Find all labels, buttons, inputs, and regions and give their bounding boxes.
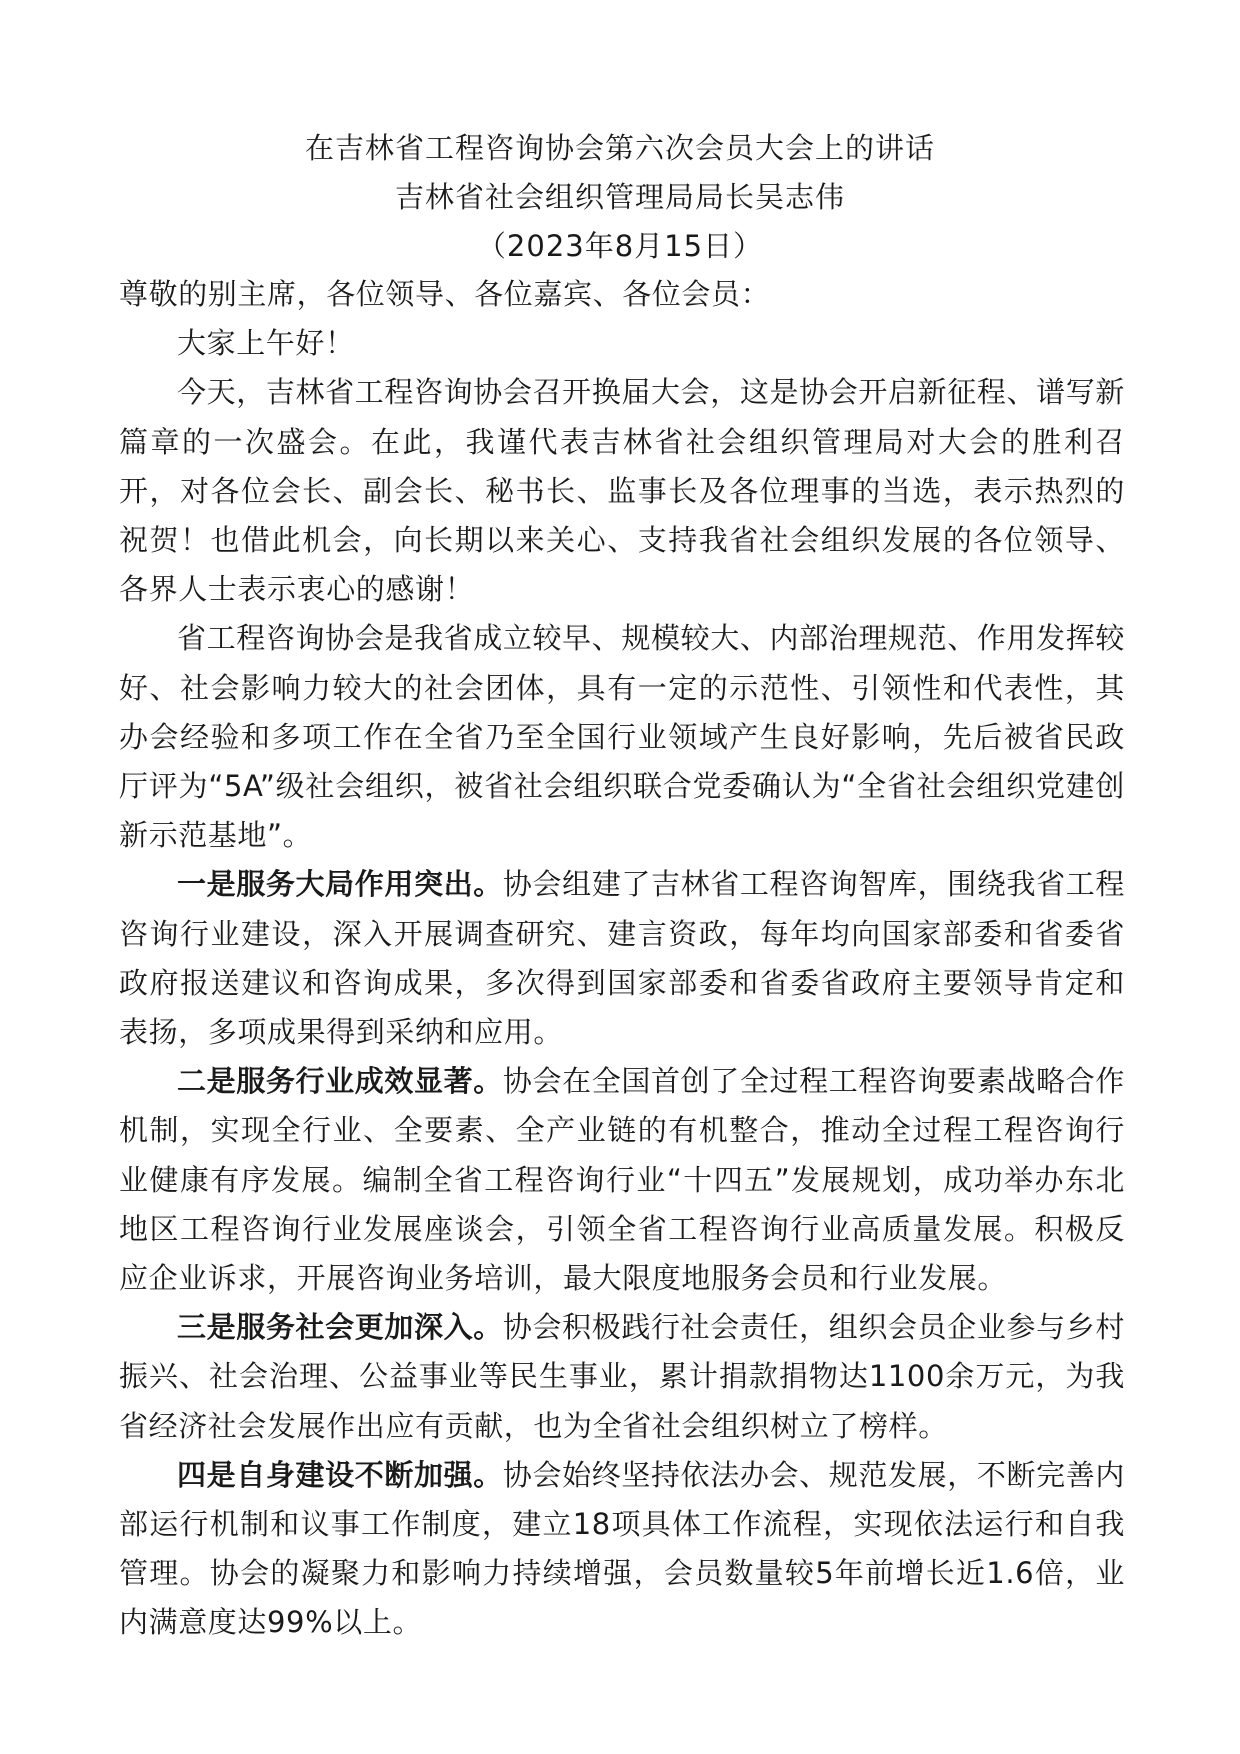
point-paragraph-2 (119, 1057, 1125, 1303)
speaker-line: 吉林省社会组织管理局局长吴志伟 (394, 180, 845, 214)
paragraph-association-intro: 省工程咨询协会是我省成立较早、规模较大、内部治理规范、作用发挥较好、社会影响力较大的社会团体，具有一定的示范性、引领性和代表性，其办会经验和多项工作在全省乃至全国行业领域产生良好影响，先后被省民政厅评为“5A”级社会组织，被省社会组织联合党委确认为“全省社会组织党建创新示范基地”。 (119, 621, 1125, 853)
speech-date: （2023年8月15日） (476, 229, 764, 263)
point-paragraph-1 (119, 860, 1125, 1057)
point-text-3: 协会积极践行社会责任，组织会员企业参与乡村振兴、社会治理、公益事业等民生事业，累计捐款捐物达1100余万元，为我省经济社会发展作出应有贡献，也为全省社会组织树立了榜样。 (119, 1310, 1125, 1443)
point-paragraph-4 (119, 1451, 1125, 1648)
point-lead-3: 三是服务社会更加深入。 (177, 1310, 503, 1345)
point-text-1: 协会组建了吉林省工程咨询智库，围绕我省工程咨询行业建设，深入开展调查研究、建言资政，每年均向国家部委和省委省政府报送建议和咨询成果，多次得到国家部委和省委省政府主要领导肯定和表扬，多项成果得到采纳和应用。 (119, 867, 1125, 1050)
point-text-2: 协会在全国首创了全过程工程咨询要素战略合作机制，实现全行业、全要素、全产业链的有机整合，推动全过程工程咨询行业健康有序发展。编制全省工程咨询行业“十四五”发展规划，成功举办东北地区工程咨询行业发展座谈会，引领全省工程咨询行业高质量发展。积极反应企业诉求，开展咨询业务培训，最大限度地服务会员和行业发展。 (119, 1064, 1125, 1296)
speech-body (119, 270, 1125, 1648)
point-lead-4: 四是自身建设不断加强。 (177, 1457, 503, 1492)
point-lead-1: 一是服务大局作用突出。 (177, 867, 503, 902)
point-paragraph-3 (119, 1303, 1125, 1451)
paragraph-opening: 今天，吉林省工程咨询协会召开换届大会，这是协会开启新征程、谱写新篇章的一次盛会。在此，我谨代表吉林省社会组织管理局对大会的胜利召开，对各位会长、副会长、秘书长、监事长及各位理事的当选，表示热烈的祝贺！也借此机会，向长期以来关心、支持我省社会组织发展的各位领导、各界人士表示衷心的感谢！ (119, 375, 1125, 607)
greeting: 大家上午好！ (177, 326, 355, 361)
point-lead-2: 二是服务行业成效显著。 (177, 1064, 503, 1099)
point-text-4: 协会始终坚持依法办会、规范发展，不断完善内部运行机制和议事工作制度，建立18项具体工作流程，实现依法运行和自我管理。协会的凝聚力和影响力持续增强，会员数量较5年前增长近1.6倍，业内满意度达99%以上。 (119, 1457, 1125, 1640)
speech-title: 在吉林省工程咨询协会第六次会员大会上的讲话 (304, 131, 935, 165)
salutation: 尊敬的别主席，各位领导、各位嘉宾、各位会员： (119, 277, 771, 311)
